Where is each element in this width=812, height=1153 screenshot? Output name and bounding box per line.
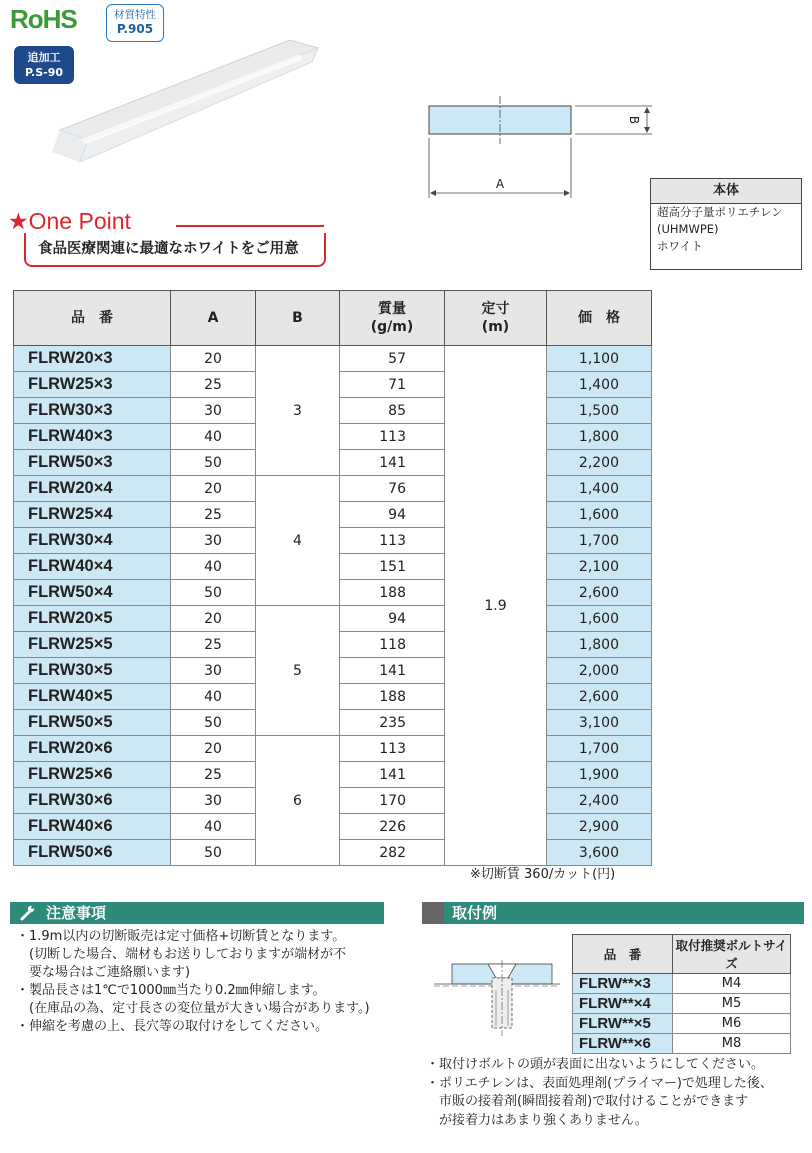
part-number-cell: FLRW20×4 [14,476,171,502]
col-header-a: A [171,291,256,346]
price-cell: 3,100 [547,710,652,736]
part-number-cell: FLRW20×3 [14,346,171,372]
mounting-diagram [432,960,562,1036]
part-number-cell: FLRW25×4 [14,502,171,528]
mounting-section-header [422,902,804,924]
price-cell: 2,900 [547,814,652,840]
price-cell: 2,600 [547,684,652,710]
note-line: (在庫品の為、定寸長さの変位量が大きい場合があります。) [29,1001,370,1016]
mass-cell: 141 [340,658,445,684]
bolt-col-header-size: 取付推奨ボルトサイズ [673,935,791,974]
mass-cell: 188 [340,684,445,710]
dimension-a-cell: 30 [171,528,256,554]
bolt-table-header-row [573,935,791,974]
col-header-price: 価 格 [547,291,652,346]
mass-cell: 118 [340,632,445,658]
bolt-table-row [573,1034,791,1054]
product-table [13,290,652,866]
part-number-cell: FLRW50×4 [14,580,171,606]
mass-cell: 94 [340,606,445,632]
part-number-cell: FLRW40×4 [14,554,171,580]
note-line: 要な場合はご連絡願います) [29,965,191,980]
table-row [14,736,652,762]
mass-cell: 170 [340,788,445,814]
dimension-a-cell: 30 [171,788,256,814]
bolt-size-cell: M8 [673,1034,791,1054]
price-cell: 2,600 [547,580,652,606]
price-cell: 1,800 [547,632,652,658]
col-header-b: B [256,291,340,346]
bolt-part-cell: FLRW**×3 [573,974,673,994]
section-marker-icon [422,902,444,924]
bolt-part-cell: FLRW**×4 [573,994,673,1014]
bolt-col-header-part: 品 番 [573,935,673,974]
dimension-b-cell: 3 [256,346,340,476]
mass-cell: 113 [340,424,445,450]
mass-cell: 94 [340,502,445,528]
bolt-size-cell: M5 [673,994,791,1014]
mass-cell: 235 [340,710,445,736]
price-cell: 2,100 [547,554,652,580]
one-point-title: ★One Point [8,208,131,234]
dimension-a-cell: 50 [171,580,256,606]
price-cell: 1,600 [547,502,652,528]
part-number-cell: FLRW50×6 [14,840,171,866]
bolt-part-cell: FLRW**×5 [573,1014,673,1034]
part-number-cell: FLRW20×6 [14,736,171,762]
dimension-a-cell: 20 [171,736,256,762]
bolt-size-cell: M4 [673,974,791,994]
bolt-size-cell: M6 [673,1014,791,1034]
additional-processing-label: 追加工 [27,51,61,64]
mass-cell: 113 [340,736,445,762]
mass-cell: 76 [340,476,445,502]
dimension-a-cell: 40 [171,684,256,710]
body-material-line: 超高分子量ポリエチレン [657,205,783,219]
dimension-diagram [420,92,660,204]
col-header-length: 定寸 (m) [445,291,547,346]
note-line: (切断した場合、端材もお送りしておりますが端材が不 [29,947,347,962]
part-number-cell: FLRW25×3 [14,372,171,398]
mass-cell: 282 [340,840,445,866]
rohs-logo: RoHS [10,4,77,34]
price-cell: 1,500 [547,398,652,424]
material-properties-page: P.905 [116,22,154,36]
part-number-cell: FLRW25×5 [14,632,171,658]
part-number-cell: FLRW50×5 [14,710,171,736]
dimension-a-cell: 25 [171,502,256,528]
dimension-a-cell: 30 [171,398,256,424]
dimension-a-cell: 30 [171,658,256,684]
product-image [40,40,320,210]
part-number-cell: FLRW40×3 [14,424,171,450]
body-material-header: 本体 [651,179,801,204]
dimension-a-cell: 40 [171,424,256,450]
part-number-cell: FLRW30×4 [14,528,171,554]
dimension-a-cell: 40 [171,554,256,580]
part-number-cell: FLRW20×5 [14,606,171,632]
bolt-table-row [573,1014,791,1034]
dimension-a-cell: 50 [171,710,256,736]
dimension-a-cell: 25 [171,372,256,398]
dimension-a-cell: 50 [171,450,256,476]
price-cell: 2,000 [547,658,652,684]
mass-cell: 85 [340,398,445,424]
mounting-note-line: ・取付けボルトの頭が表面に出ないようにしてください。 [426,1057,765,1072]
material-properties-badge[interactable] [106,4,164,42]
mass-cell: 57 [340,346,445,372]
mounting-note-line: 市販の接着剤(瞬間接着剤)で取付けることができます [426,1094,749,1109]
dimension-a-cell: 25 [171,762,256,788]
price-cell: 1,800 [547,424,652,450]
mass-cell: 113 [340,528,445,554]
one-point-text: 食品医療関連に最適なホワイトをご用意 [24,233,326,267]
price-cell: 1,900 [547,762,652,788]
price-cell: 1,400 [547,476,652,502]
price-cell: 2,200 [547,450,652,476]
material-properties-label: 材質特性 [114,9,156,21]
dimension-a-label: A [495,177,505,191]
body-material-box [650,178,802,270]
table-row [14,606,652,632]
part-number-cell: FLRW40×5 [14,684,171,710]
dimension-a-cell: 50 [171,840,256,866]
part-number-cell: FLRW30×5 [14,658,171,684]
body-material-line: (UHMWPE) [657,222,719,236]
price-cell: 1,700 [547,736,652,762]
notes-title: 注意事項 [46,904,107,922]
dimension-a-cell: 20 [171,346,256,372]
one-point-divider [176,225,324,227]
mounting-note-line: ・ポリエチレンは、表面処理剤(プライマー)で処理した後、 [426,1075,773,1091]
dimension-a-cell: 20 [171,606,256,632]
part-number-cell: FLRW50×3 [14,450,171,476]
bolt-size-table [572,934,791,1054]
dimension-b-cell: 6 [256,736,340,866]
mass-cell: 188 [340,580,445,606]
notes-section-header [10,902,384,924]
notes-list [16,928,396,1036]
mounting-notes-list [426,1056,806,1130]
bolt-table-row [573,994,791,1014]
mounting-title: 取付例 [452,904,498,922]
table-row [14,346,652,372]
note-line: ・伸縮を考慮の上、長穴等の取付けをしてください。 [16,1019,329,1034]
mass-cell: 141 [340,450,445,476]
bolt-table-row [573,974,791,994]
bolt-part-cell: FLRW**×6 [573,1034,673,1054]
dimension-a-cell: 25 [171,632,256,658]
standard-length-cell: 1.9 [445,346,547,866]
price-cell: 1,400 [547,372,652,398]
wrench-icon [16,902,38,924]
note-line: ・製品長さは1℃で1000㎜当たり0.2㎜伸縮します。 [16,983,326,998]
price-cell: 1,700 [547,528,652,554]
cut-fee-note: ※切断賃 360/カット(円) [470,867,616,882]
body-material-line: ホワイト [657,239,703,253]
part-number-cell: FLRW40×6 [14,814,171,840]
price-cell: 1,600 [547,606,652,632]
price-cell: 2,400 [547,788,652,814]
table-header-row [14,291,652,346]
dimension-b-cell: 4 [256,476,340,606]
part-number-cell: FLRW25×6 [14,762,171,788]
mass-cell: 141 [340,762,445,788]
col-header-mass: 質量 (g/m) [340,291,445,346]
dimension-b-label: B [627,115,641,125]
price-cell: 3,600 [547,840,652,866]
col-header-part-number: 品 番 [14,291,171,346]
table-row [14,476,652,502]
part-number-cell: FLRW30×3 [14,398,171,424]
mass-cell: 226 [340,814,445,840]
mass-cell: 151 [340,554,445,580]
dimension-a-cell: 20 [171,476,256,502]
price-cell: 1,100 [547,346,652,372]
mass-cell: 71 [340,372,445,398]
mounting-note-line: が接着力はあまり強くありません。 [426,1112,648,1128]
dimension-b-cell: 5 [256,606,340,736]
part-number-cell: FLRW30×6 [14,788,171,814]
note-line: ・1.9m以内の切断販売は定寸価格+切断賃となります。 [16,929,346,944]
dimension-a-cell: 40 [171,814,256,840]
additional-processing-page: P.S-90 [24,66,64,79]
